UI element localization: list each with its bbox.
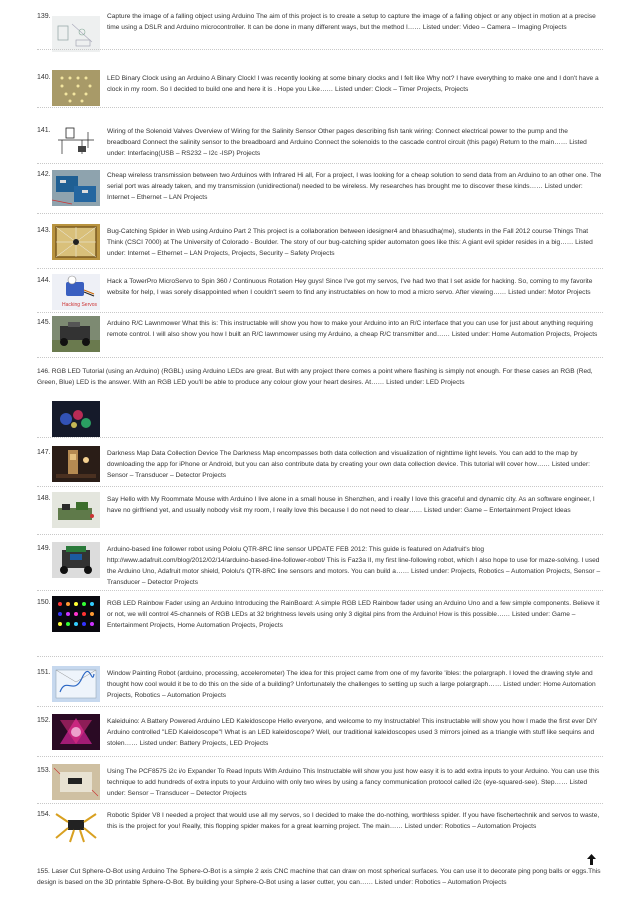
infrared-arduino-thumbnail[interactable] <box>52 170 100 206</box>
entry-number: 154. <box>37 811 51 818</box>
entry-description: RGB LED Rainbow Fader using an Arduino Introducing the RainBoard: A simple RGB LED Rainbow fader using an Arduino Uno and a few simple components. Believe it or not, we will control 45-channels of RGB LEDs at 32 brightness levels using only 3 digital pins from the Arduino! How is this possible…… Listed under: Game – Entertainment Projects, Home Automation Projects, Projects <box>107 600 600 629</box>
divider <box>37 534 603 535</box>
line-follower-thumbnail[interactable] <box>52 542 100 578</box>
darkness-map-thumbnail[interactable] <box>52 446 100 482</box>
i2c-expander-thumbnail[interactable] <box>52 764 100 800</box>
entry-number: 153. <box>37 767 51 774</box>
divider <box>37 706 603 707</box>
entry-number: 146. <box>37 368 50 375</box>
entry-number: 152. <box>37 717 51 724</box>
divider <box>37 656 603 657</box>
entry-description: Window Painting Robot (arduino, processing, accelerometer) The idea for this project came from one of my favorite 'ibles: the polargraph. I loved the drawing style and thought how cool would it be to do this on the side of a building? Unfortunately the challenges to setting up such a large polargraph…… Listed under: Home Automation Projects, Robotics – Automation Projects <box>107 670 596 699</box>
entry-description: Kaleiduino: A Battery Powered Arduino LED Kaleidoscope Hello everyone, and welcome to my Instructable! This instructable will show you how I made the first ever DIY Arduino controlled "LED Kaleidoscope"! What is an LED kaleidoscope? Well, our traditional kaleidoscopes used 3 mirrors joined as a triangle with stuff like sequins and stolen…… Listed under: Battery Projects, LED Projects <box>107 718 598 747</box>
entry-number: 140. <box>37 74 51 81</box>
rainbow-fader-thumbnail[interactable] <box>52 596 100 632</box>
entry-number: 151. <box>37 669 51 676</box>
entry-description: Bug-Catching Spider in Web using Arduino Part 2 This project is a collaboration between idesigner4 and bhasudha(me), students in the Fall 2012 course Things That Think (CSCI 7000) at The University of Colorado - Boulder. The story of our bug-catching spider automaton goes like this: A giant evil spider resides in a big…… Listed under: Internet – Ethernet – LAN Projects, Projects, Security – Safety Projects <box>107 228 593 257</box>
up-arrow-icon[interactable] <box>587 852 596 863</box>
entry-description: Using The PCF8575 i2c i/o Expander To Read Inputs With Arduino This Instructable will show you just how easy it is to add extra inputs to your Arduino. You can use this technique to add hundreds of extra inputs to your Arduino with only two wires by using a fancy communication protocol called i2c (eye-squared-see). Step…… Listed under: Sensor – Transducer – Detector Projects <box>107 768 600 797</box>
entry-number: 155. <box>37 868 50 875</box>
divider <box>37 163 603 164</box>
entry-description: Hack a TowerPro MicroServo to Spin 360 / Continuous Rotation Hey guys! Since I've got my servos, I've had two that I set aside for hacking. So, coming to my favorite website for help, I was sorely disappointed when I couldn't seem to find any instructables on how to mod a micro servo. After viewing…… Listed under: Motor Projects <box>107 278 593 296</box>
entry-description: Darkness Map Data Collection Device The Darkness Map encompasses both data collection and visualization of nighttime light levels. You can add to the map by downloading the app for iPhone or Android, but you can also contribute data by creating your own data collection device. This tutorial will cover how…… Listed under: Sensor – Transducer – Detector Projects <box>107 450 590 479</box>
entry-number: 145. <box>37 319 51 326</box>
divider <box>37 803 603 804</box>
divider <box>37 756 603 757</box>
entry-number: 141. <box>37 127 51 134</box>
spider-web-thumbnail[interactable] <box>52 224 100 260</box>
entry-description: Cheap wireless transmission between two Arduinos with Infrared Hi all, For a project, I was looking for a cheap solution to send data from an Arduino to an other one. The serial port was already taken, and my transmission (unidirectional) needed to be wireless. My researches has brought me to discover these kinds…… Listed under: Internet – Ethernet – LAN Projects <box>107 172 602 201</box>
divider <box>37 486 603 487</box>
divider <box>37 437 603 438</box>
entry-description: Arduino R/C Lawnmower What this is: This instructable will show you how to make your Arduino into an R/C interface that you can use for just about anything requiring remote control. I will also show you how I built an R/C lawnmower using my Arduino, a cheap R/C transmitter and…… Listed under: Home Automation Projects, Projects <box>107 320 598 338</box>
entry-number: 150. <box>37 599 51 606</box>
entry-description: Capture the image of a falling object using Arduino The aim of this project is to create a setup to capture the image of a falling object or any object in motion at a precise time using a DSLR and Arduino microcontroller. It can be done in many different ways, but the method I…… Listed under: Video – Camera – Imaging Projects <box>107 13 596 31</box>
entry-number: 148. <box>37 495 51 502</box>
servo-thumbnail[interactable] <box>52 274 100 310</box>
mouse-thumbnail[interactable] <box>52 492 100 528</box>
entry-number: 142. <box>37 171 51 178</box>
divider <box>37 312 603 313</box>
divider <box>37 590 603 591</box>
solenoid-wiring-thumbnail[interactable] <box>52 124 100 160</box>
rgb-led-thumbnail[interactable] <box>52 401 100 437</box>
entry-description: Wiring of the Solenoid Valves Overview of Wiring for the Salinity Sensor Other pages describing fish tank wiring: Connect electrical power to the pump and the breadboard Connect the salinity sensor to the breadboard and Arduino Connect the solenoids to the cascade control circuit (this page) Return to the main…… Listed under: Interfacing(USB – RS232 – I2c -ISP) Projects <box>107 128 587 157</box>
window-painting-thumbnail[interactable] <box>52 666 100 702</box>
divider <box>37 213 603 214</box>
entry-text: Laser Cut Sphere-O-Bot using Arduino The Sphere-O-Bot is a simple 2 axis CNC machine that can draw on most spherical surfaces. You can use it to decorate ping pong balls or eggs.This design is based on the 3D printable Sphere-O-Bot. By building your Sphere-O-Bot using a laser cutter, you can…… Listed under: Robotics – Automation Projects <box>37 868 601 886</box>
entry-description: Say Hello with My Roommate Mouse with Arduino I live alone in a small house in Shenzhen, and i really I love this graceful and dynamic city. As an software engineer, I have no girlfriend yet, and usually nobody visit my room, I really love this because I do not need to clear…… Listed under: Game – Entertainment Project Ideas <box>107 496 595 514</box>
binary-clock-thumbnail[interactable] <box>52 70 100 106</box>
entry-number: 147. <box>37 449 51 456</box>
entry-description <box>37 366 603 388</box>
entry-description: LED Binary Clock using an Arduino A Binary Clock! I was recently looking at some binary clocks and I felt like Why not? I have everything to make one and I don't have a clock in my room. So I decided to build one and here it is . Hope you Like…… Listed under: Clock – Timer Projects, Projects <box>107 75 599 93</box>
entry-description: Arduino-based line follower robot using Pololu QTR-8RC line sensor UPDATE FEB 2012: This guide is featured on Adafruit's blog http://www.adafruit.com/blog/2012/02/14/arduino-based-line-follower-robot/ This is Faz3a II, my first line-following robot, which I also hope to use for maze-solving. I used the Arduino Uno, Adafruit motor shield, Pololu's QTR-8RC line sensors and motors. You can build a…… Listed under: Projects, Robotics – Automation Projects, Sensor – Transducer – Detector Projects <box>107 546 601 586</box>
divider <box>37 49 603 50</box>
entry-text: RGB LED Tutorial (using an Arduino) (RGBL) using Arduino LEDs are great. But with any project there comes a point where flashing is simply not enough. For these cases an RGB (Red, Green, Blue) LED is the answer. With an RGB LED you'll be able to produce any colour glow your heart desires. At…… Listed under: LED Projects <box>37 368 593 386</box>
entry-description <box>37 866 603 888</box>
entry-description: Robotic Spider V8 I needed a project that would use all my servos, so I decided to make the do-nothing, worthless spider. If you have fischertechnik and servos to waste, this is the project for you! Really, this flopping spider makes for a great learning project. The main…… Listed under: Robotics – Automation Projects <box>107 812 600 830</box>
falling-object-thumbnail[interactable] <box>52 16 100 52</box>
lawnmower-thumbnail[interactable] <box>52 316 100 352</box>
svg-text:Hacking Servos: Hacking Servos <box>62 302 98 308</box>
divider <box>37 268 603 269</box>
entry-number: 139. <box>37 13 51 20</box>
entry-number: 144. <box>37 277 51 284</box>
divider <box>37 357 603 358</box>
kaleidoscope-thumbnail[interactable] <box>52 714 100 750</box>
entry-number: 149. <box>37 545 51 552</box>
divider <box>37 107 603 108</box>
entry-number: 143. <box>37 227 51 234</box>
robotic-spider-thumbnail[interactable] <box>52 808 100 844</box>
